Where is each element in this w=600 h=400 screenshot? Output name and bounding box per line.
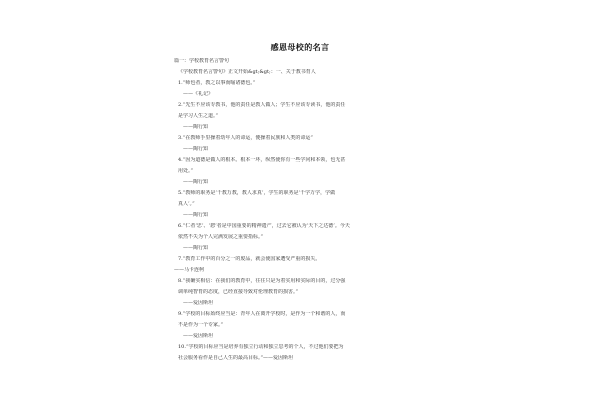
quote-line: 调单纯智育的态度，已经直接导致对伦理教育的损害。” [178,289,299,295]
quote-line: 4.“因为道德是做人的根本。根本一坏，纵然使你有一些学问和本领，也无甚 [178,157,346,163]
attribution-line: ——马卡连柯 [174,267,205,273]
quote-line: 2.“先生不应该专教书，他的责任是教人做人；学生不应该专读书，他的责任 [178,102,346,108]
quote-line: 用处。” [178,168,194,174]
attribution-line: ——《礼记》 [183,91,214,97]
attribution-line: ——陶行知 [183,146,209,152]
quote-line: 7.“教育工作中的百分之一的废品，就会使国家遭受严重的损失。 [178,256,321,262]
quote-line: 1.“师也者，教之以事而喻诸德也。” [178,80,256,86]
document-title: 感恩母校的名言 [270,43,330,52]
attribution-line: ——陶行知 [183,124,209,130]
quote-line: 社会服务看作是自己人生的最高目标。”——爱因斯坦 [178,355,294,361]
attribution-line: ——爱因斯坦 [183,300,214,306]
quote-line: 依然不失为个人完满发展之重要指标。” [178,234,264,240]
quote-line: 是学习人生之道。” [178,113,219,119]
section-heading: 篇一：学校教育名言警句 [174,58,230,64]
quote-line: 不是作为一个专家。” [178,322,224,328]
quote-line: 3.“在教师手里操着幼年人的命运，便操着民族和人类的命运” [178,135,313,141]
quote-line: 6.“仁者‘忠’、‘恕’者是中国重要的精神遗产，过去它被认为‘天下之达德’。今天 [178,223,350,229]
attribution-line: ——陶行知 [183,245,209,251]
text-line: 《学校教育名言警句》正文开始&gt;&gt;：一、关于教书育人 [178,69,316,75]
quote-line: 8.“我确实相信：在我们的教育中，往往只是为着实用和实际的目的，过分强 [178,278,346,284]
quote-line: 5.“教师的职务是‘千教万教，教人求真’，学生的职务是‘千学万学，学做 [178,190,336,196]
attribution-line: ——爱因斯坦 [183,333,214,339]
quote-line: 10.“学校的目标应当是培养有独立行动和独立思考的个人，不过他们要把为 [178,344,344,350]
document-page [174,0,426,400]
quote-line: 9.“学校的目标始终应当是：青年人在离开学校时，是作为一个和谐的人，而 [178,311,346,317]
attribution-line: ——陶行知 [183,179,209,185]
quote-line: 真人’。” [178,201,195,207]
attribution-line: ——陶行知 [183,212,209,218]
